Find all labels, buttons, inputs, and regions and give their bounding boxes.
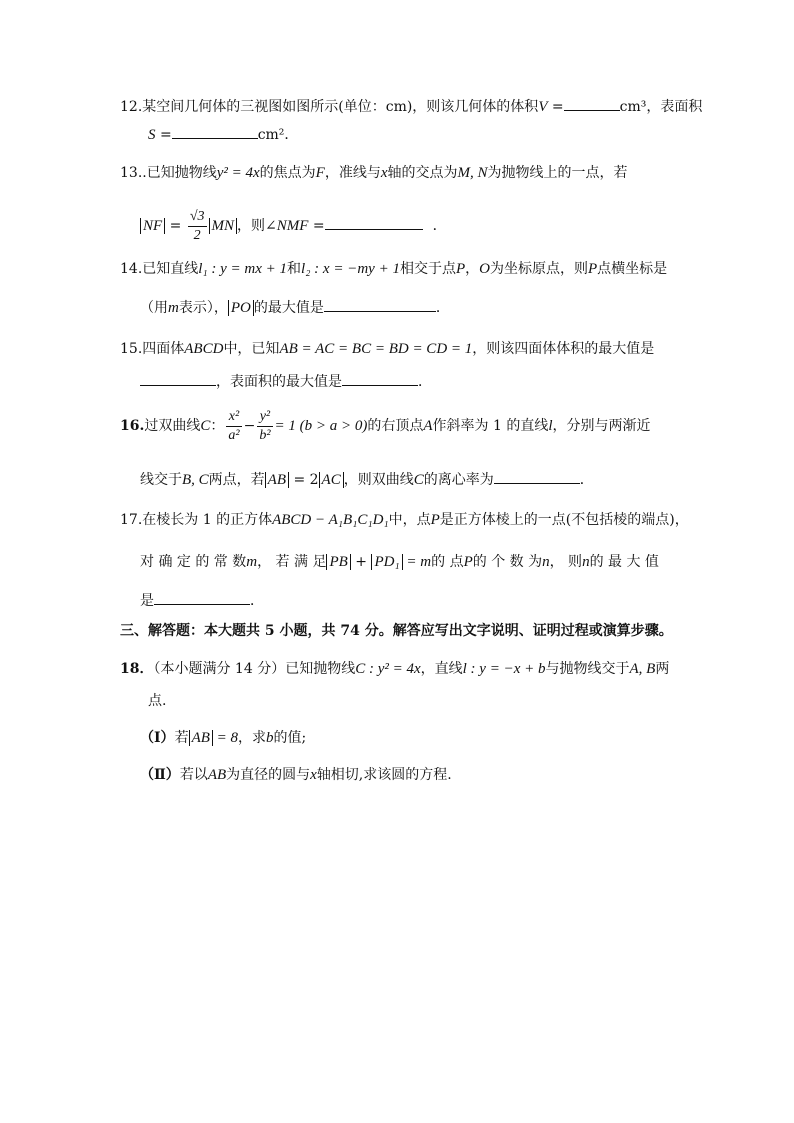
q14-line2: （用m表示）， PO 的最大值是 ． [140,297,450,318]
q16-eccentricity-blank [494,469,580,484]
q12-line2: S = cm²． [148,124,298,145]
q12-area-blank [172,124,258,139]
x2-over-a2-fraction: $\frac{\text{x²}}{\text{a²}}$ [228,408,240,443]
q18-part1: （Ⅰ）若 AB = 8，求b的值; [140,730,307,746]
q15-line2: ，表面积的最大值是 ． [140,371,432,392]
q15-volume-blank [140,371,216,386]
section3-title: 三、解答题：本大题共 5 小题，共 74 分。解答应写出文字说明、证明过程或演算步骤。 [120,623,673,639]
q16-line1: 16.过双曲线C： $\frac{\text{x²}}{\text{a²}}$ − $\frac{\text{y²}}{\text{b²}}$ = 1 (b > a > 0)的右顶点A作斜率为 1 的直线l，分别与两渐近 [120,408,651,443]
q14-line1: 14.已知直线l₁ : y = mx + 1和l₂ : x = −my + 1相交于点P，O为坐标原点，则P点横坐标是 [120,261,668,277]
q12-volume-blank [564,96,620,111]
q17-max-blank [154,590,250,605]
q13-line1: 13..已知抛物线y² = 4x的焦点为F，准线与x轴的交点为M, N为抛物线上的一点，若 [120,165,628,181]
q18-line1: 18．（本小题满分 14 分）已知抛物线C : y² = 4x，直线l : y = −x + b与抛物线交于A, B两 [120,661,670,677]
q15-area-blank [342,371,418,386]
q18-part2: （Ⅱ）若以AB为直径的圆与x轴相切,求该圆的方程. [140,767,452,783]
q17-line3: 是 ． [140,590,264,611]
q14-max-blank [324,297,436,312]
q18-line2: 点. [148,693,167,709]
q12-line1: 12.某空间几何体的三视图如图所示(单位：cm)，则该几何体的体积V = cm³，表面积 [120,96,702,117]
q15-line1: 15.四面体ABCD中，已知AB = AC = BC = BD = CD = 1，则该四面体体积的最大值是 [120,341,655,357]
q13-line2: NF = $\frac{√3}{2}$ MN ，则∠NMF = ． [140,206,447,246]
q16-line2: 线交于B, C两点，若 AB = 2 AC ，则双曲线C的离心率为 ． [140,469,594,490]
y2-over-b2-fraction: $\frac{\text{y²}}{\text{b²}}$ [259,408,271,443]
q17-line2: 对 确 定 的 常 数m， 若 满 足 PB + PD₁ = m的 点P的 个 数 为n， 则n的 最 大 值 [140,554,659,570]
sqrt3-over-2-fraction: $\frac{√3}{2}$ [189,208,205,243]
q13-angle-blank [325,215,423,230]
q17-line1: 17.在棱长为 1 的正方体ABCD − A₁B₁C₁D₁中，点P是正方体棱上的一点(不包括棱的端点)， [120,512,689,528]
